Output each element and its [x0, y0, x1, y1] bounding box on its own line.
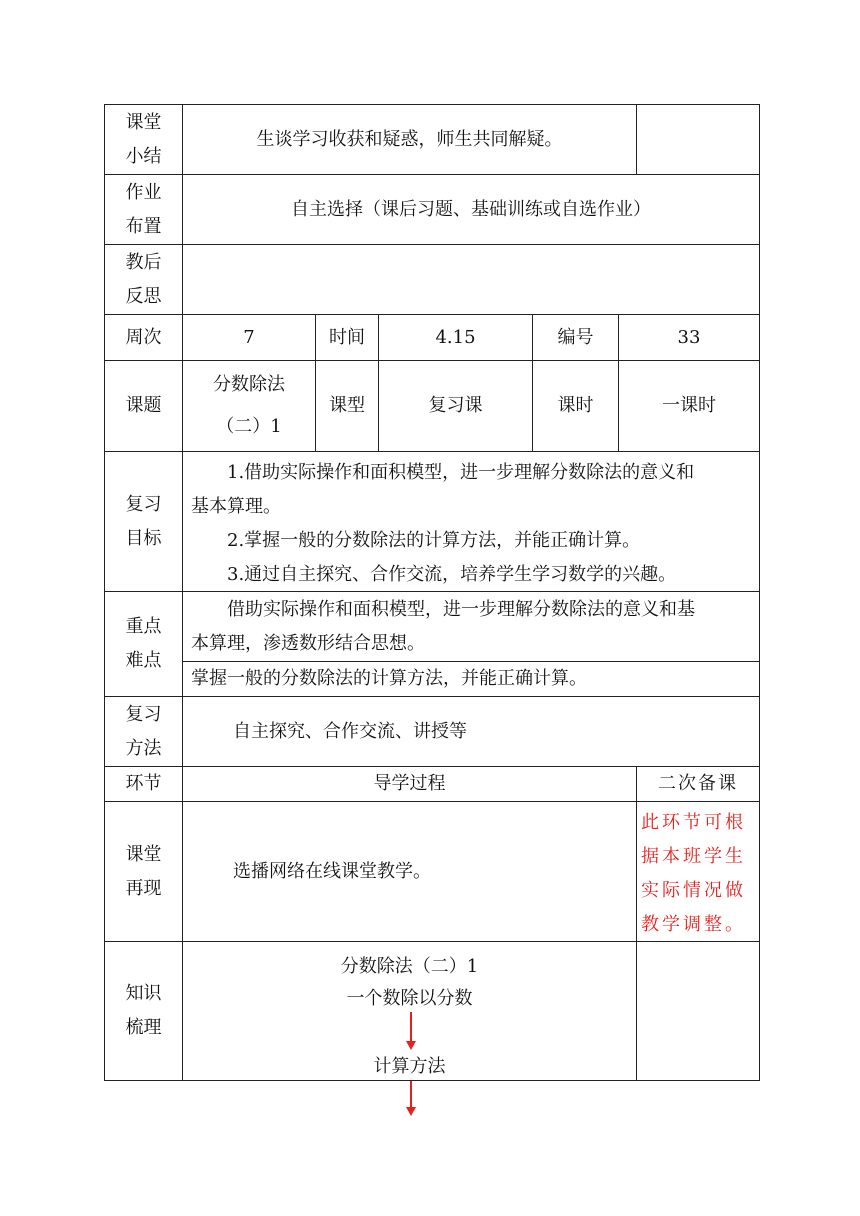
- period-label: 课时: [532, 360, 619, 452]
- process-header: 导学过程: [182, 766, 637, 802]
- replay-label-line-2: 再现: [125, 877, 162, 899]
- method-content-cell: [182, 696, 760, 767]
- type-label: 课型: [315, 360, 379, 452]
- reflection-label-line-1: 教后: [125, 251, 162, 273]
- replay-note-line-3: 实际情况做: [641, 880, 746, 901]
- knowledge-node-2: 计算方法: [373, 1056, 446, 1077]
- topic-title-line-2: （二）1: [216, 415, 282, 437]
- difficulty-cell: [182, 661, 760, 697]
- topic-label: 课题: [104, 360, 183, 452]
- replay-label: [104, 801, 183, 942]
- summary-content: 生谈学习收获和疑惑，师生共同解疑。: [256, 128, 563, 150]
- goal-3: 3.通过自主探究、合作交流，培养学生学习数学的兴趣。: [227, 564, 677, 585]
- knowledge-node-1: 一个数除以分数: [346, 988, 473, 1009]
- replay-note-line-4: 教学调整。: [641, 914, 746, 935]
- replay-content-cell: [182, 801, 637, 942]
- goal-1-line-b: 基本算理。: [191, 496, 281, 517]
- goal-1-line-a: 1.借助实际操作和面积模型，进一步理解分数除法的意义和: [227, 462, 695, 483]
- type-value: 复习课: [378, 360, 533, 452]
- replay-content: 选播网络在线课堂教学。: [233, 860, 431, 882]
- goals-label-line-1: 复习: [125, 493, 162, 515]
- flow-arrow-2-line: [410, 1081, 412, 1109]
- number-label: 编号: [532, 314, 619, 361]
- time-value: 4.15: [378, 314, 533, 361]
- goals-label: [104, 451, 183, 592]
- goals-label-line-2: 目标: [125, 527, 162, 549]
- difficulty-text: 掌握一般的分数除法的计算方法，并能正确计算。: [191, 668, 587, 689]
- replay-label-line-1: 课堂: [125, 843, 162, 865]
- method-label-line-1: 复习: [125, 703, 162, 725]
- goal-2: 2.掌握一般的分数除法的计算方法，并能正确计算。: [227, 530, 641, 551]
- knowledge-title: 分数除法（二）1: [340, 956, 479, 977]
- homework-content-cell: [182, 174, 760, 245]
- number-value: 33: [618, 314, 760, 361]
- knowledge-content-cell: [182, 941, 637, 1081]
- key-point-cell: [182, 591, 760, 662]
- week-label: 周次: [104, 314, 183, 361]
- reflection-label: [104, 244, 183, 315]
- key-points-label-line-2: 难点: [125, 650, 162, 671]
- flow-arrow-1-line: [410, 1012, 412, 1042]
- knowledge-label: [104, 941, 183, 1081]
- homework-content: 自主选择（课后习题、基础训练或自选作业）: [291, 198, 651, 220]
- summary-content-cell: [182, 104, 637, 175]
- homework-label-line-1: 作业: [125, 181, 162, 203]
- replay-note-line-1: 此环节可根: [641, 812, 746, 833]
- prep-header: 二次备课: [636, 766, 760, 802]
- replay-note-line-2: 据本班学生: [641, 846, 746, 867]
- knowledge-label-line-1: 知识: [125, 983, 162, 1004]
- time-label: 时间: [315, 314, 379, 361]
- key-point-line-a: 借助实际操作和面积模型，进一步理解分数除法的意义和基: [227, 599, 695, 620]
- week-value: 7: [182, 314, 316, 361]
- section-header: 环节: [104, 766, 183, 802]
- topic-title-cell: [182, 360, 316, 452]
- key-points-label-line-1: 重点: [125, 616, 162, 637]
- summary-label: [104, 104, 183, 175]
- method-label-line-2: 方法: [125, 737, 162, 759]
- key-point-line-b: 本算理，渗透数形结合思想。: [191, 633, 425, 654]
- key-points-label: [104, 591, 183, 697]
- period-value: 一课时: [618, 360, 760, 452]
- goals-content-cell: [182, 451, 760, 592]
- method-content: 自主探究、合作交流、讲授等: [233, 720, 467, 742]
- flow-arrow-1-head: [406, 1041, 416, 1050]
- summary-prep-cell: [636, 104, 760, 175]
- method-label: [104, 696, 183, 767]
- summary-label-line-1: 课堂: [125, 111, 162, 133]
- reflection-label-line-2: 反思: [125, 285, 162, 307]
- replay-prep-note: [636, 801, 760, 942]
- summary-label-line-2: 小结: [125, 145, 162, 167]
- reflection-content-cell: [182, 244, 760, 315]
- knowledge-prep-cell: [636, 941, 760, 1081]
- flow-arrow-2-head: [406, 1107, 416, 1116]
- topic-title-line-1: 分数除法: [213, 374, 285, 396]
- homework-label-line-2: 布置: [125, 215, 162, 237]
- knowledge-label-line-2: 梳理: [125, 1017, 162, 1038]
- homework-label: [104, 174, 183, 245]
